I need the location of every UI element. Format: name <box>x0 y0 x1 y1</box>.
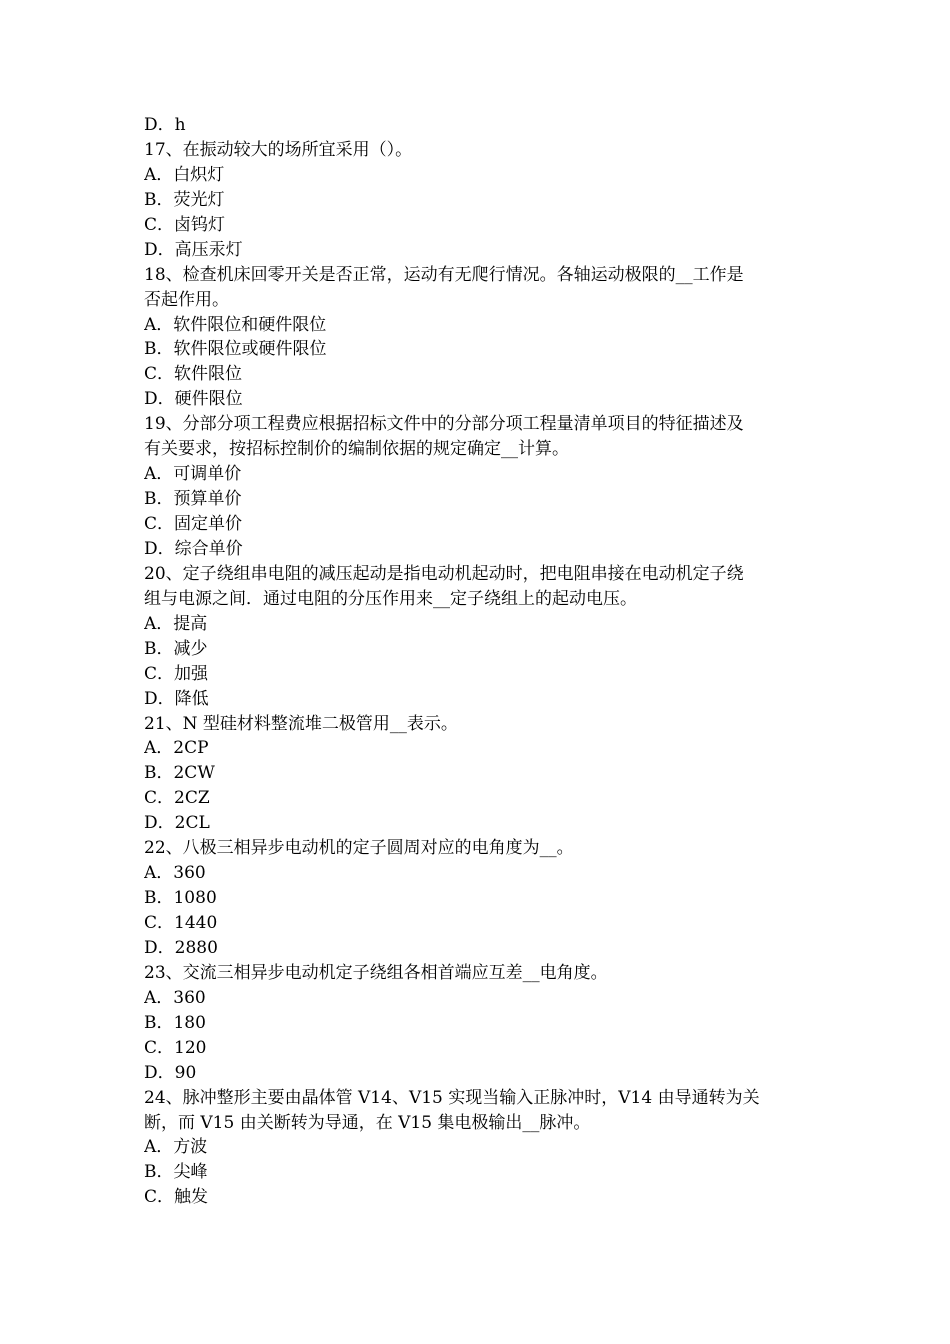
question-22: 22、八极三相异步电动机的定子圆周对应的电角度为__。 <box>144 838 574 859</box>
question-21: 21、N 型硅材料整流堆二极管用__表示。 <box>144 713 458 734</box>
option-d: D．2880 <box>144 937 218 958</box>
question-19-cont: 有关要求，按招标控制价的编制依据的规定确定__计算。 <box>144 439 569 460</box>
question-17: 17、在振动较大的场所宜采用（）。 <box>144 139 413 160</box>
option-b: B．1080 <box>144 888 217 909</box>
option-b: B．软件限位或硬件限位 <box>144 339 327 360</box>
question-23: 23、交流三相异步电动机定子绕组各相首端应互差__电角度。 <box>144 962 608 983</box>
option-c: C．触发 <box>144 1187 209 1208</box>
option-d: D．90 <box>144 1062 197 1083</box>
option-c: C．加强 <box>144 663 209 684</box>
option-c: C．固定单价 <box>144 514 243 534</box>
option-a: A．软件限位和硬件限位 <box>144 314 327 335</box>
option-d: D．降低 <box>144 688 209 709</box>
option-c: C．卤钨灯 <box>144 214 226 235</box>
option-b: B．尖峰 <box>144 1162 208 1183</box>
option-a: A．提高 <box>144 613 208 634</box>
question-24: 24、脉冲整形主要由晶体管 V14、V15 实现当输入正脉冲时，V14 由导通转为关 <box>144 1087 760 1108</box>
option-b: B．180 <box>144 1012 206 1033</box>
option-d: D．硬件限位 <box>144 389 243 410</box>
option-b: B．减少 <box>144 638 208 659</box>
option-d: D．2CL <box>144 813 210 834</box>
text-line: D．h <box>144 115 186 135</box>
question-18-cont: 否起作用。 <box>144 289 229 310</box>
option-b: B．预算单价 <box>144 489 242 510</box>
option-b: B．2CW <box>144 763 215 784</box>
document-page <box>144 113 814 1210</box>
question-19: 19、分部分项工程费应根据招标文件中的分部分项工程量清单项目的特征描述及 <box>144 414 744 435</box>
option-d: D．综合单价 <box>144 538 243 559</box>
option-c: C．2CZ <box>144 788 210 809</box>
option-c: C．1440 <box>144 913 218 933</box>
option-a: A．可调单价 <box>144 464 242 485</box>
option-a: A．方波 <box>144 1137 208 1158</box>
option-c: C．120 <box>144 1037 207 1058</box>
option-a: A．2CP <box>144 738 209 759</box>
option-d: D．高压汞灯 <box>144 239 243 260</box>
option-c: C．软件限位 <box>144 364 243 385</box>
option-a: A．白炽灯 <box>144 164 225 185</box>
option-a: A．360 <box>144 863 206 884</box>
question-20-cont: 组与电源之间．通过电阻的分压作用来__定子绕组上的起动电压。 <box>144 588 637 609</box>
question-18: 18、检查机床回零开关是否正常，运动有无爬行情况。各轴运动极限的__工作是 <box>144 264 744 285</box>
option-b: B．荧光灯 <box>144 189 225 210</box>
question-20: 20、定子绕组串电阻的减压起动是指电动机起动时，把电阻串接在电动机定子绕 <box>144 563 744 584</box>
option-a: A．360 <box>144 987 206 1008</box>
question-24-cont: 断，而 V15 由关断转为导通，在 V15 集电极输出__脉冲。 <box>144 1112 591 1133</box>
